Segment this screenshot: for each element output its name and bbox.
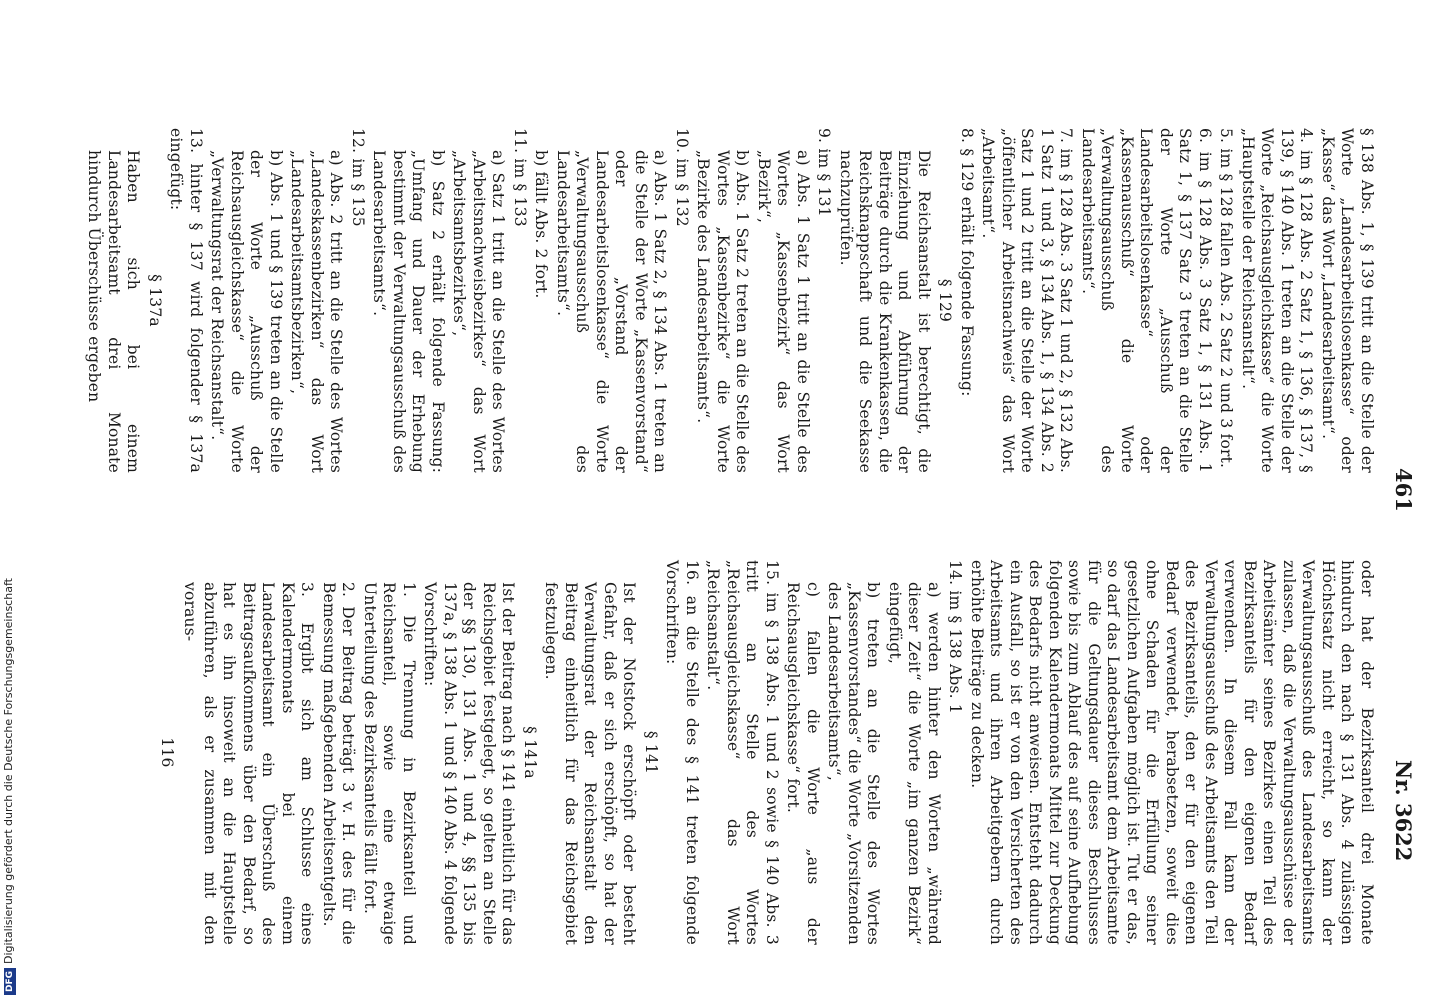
sheet-signature: 116 xyxy=(158,737,176,768)
list-item: 13. hinter § 137 wird folgender § 137a eingefügt: xyxy=(167,128,205,473)
list-item: 8. § 129 erhält folgende Fassung: xyxy=(958,128,976,397)
paragraph: Haben sich bei einem Landesarbeitsamt drei Monate hindurch Überschüsse ergeben xyxy=(85,150,143,473)
section-heading: § 129 xyxy=(936,278,955,323)
list-item: b) Satz 2 erhält folgende Fassung: „Umfang und Dauer der Erhebung bestimmt der Verwaltungsausschuß des Landesarbeitsamts“. xyxy=(370,150,447,473)
digitization-credit-bar xyxy=(0,0,20,1000)
list-item: 5. im § 128 fallen Abs. 2 Satz 2 und 3 fort. xyxy=(1217,128,1236,469)
list-item: a) Abs. 1 Satz 1 tritt an die Stelle des Wortes „Kassenbezirk“ das Wort „Bezirk“, xyxy=(755,150,812,473)
list-item: 9. im § 131 xyxy=(815,128,834,217)
right-column xyxy=(157,560,1377,945)
list-item: 4. im § 128 Abs. 2 Satz 1, § 136, § 137, § 139, § 140 Abs. 1 treten an die Stelle der Worte „Reichsausgleichskasse“ die Worte „Hauptstelle der Reichsanstalt“. xyxy=(1239,128,1316,473)
section-heading: § 137a xyxy=(146,274,164,327)
list-item: c) fallen die Worte „aus der Reichsausgleichskasse“ fort. xyxy=(784,582,822,945)
paragraph: § 138 Abs. 1, § 139 tritt an die Stelle der Worte „Landesarbeitslosenkasse“ oder „Kasse“ das Wort „Landesarbeitsamt“. xyxy=(1319,128,1376,473)
credit-text: Digitalisierung gefördert durch die Deutsche Forschungsgemeinschaft xyxy=(2,578,15,964)
list-item: 12. im § 135 xyxy=(349,128,367,227)
list-item: 15. im § 138 Abs. 1 und 2 sowie § 140 Abs. 3 tritt an Stelle des Wortes „Reichsausgleichskasse“ das Wort „Reichsanstalt“. xyxy=(704,560,781,945)
list-item: a) Abs. 1 Satz 2, § 134 Abs. 1 treten an die Stelle der Worte „Kassenvorstand“ oder „Vorstand der Landesarbeitslosenkasse“ die Worte „Verwaltungsausschuß des Landesarbeitsamts“. xyxy=(554,150,670,473)
list-item: a) Satz 1 tritt an die Stelle des Wortes „Arbeitsnachweisbezirkes“ das Wort „Arbeitsamtsbezirkes“, xyxy=(450,150,508,473)
list-item: 16. an die Stelle des § 141 treten folgende Vorschriften: xyxy=(663,560,701,945)
list-item: 11. im § 133 xyxy=(511,128,529,227)
list-item: 6. im § 128 Abs. 3 Satz 1, § 131 Abs. 1 Satz 1, § 137 Satz 3 treten an die Stelle der Worte „Ausschuß der Landesarbeitslosenkasse“ oder „Kassenausschuß“ die Worte „Verwaltungsausschuß des Landesarbeitsamts“. xyxy=(1079,128,1214,473)
page-number: 461 xyxy=(1391,468,1416,512)
paragraph: Ist der Beitrag nach § 141 einheitlich für das Reichsgebiet festgelegt, so gelten an Stelle der §§ 130, 131 Abs. 1 und 4, §§ 135 bis 137a, § 138 Abs. 1 und § 140 Abs. 4 folgende Vorschriften: xyxy=(421,582,518,945)
section-heading: § 141 xyxy=(642,730,660,775)
dfg-logo: DFG xyxy=(4,968,16,995)
list-item: b) Abs. 1 Satz 2 treten an die Stelle des Wortes „Kassenbezirke“ die Worte „Bezirke des Landesarbeitsamts“. xyxy=(694,150,752,473)
list-item: a) werden hinter den Worten „während dieser Zeit“ die Worte „im ganzen Bezirk“ eingefügt, xyxy=(886,582,943,945)
list-item: 14. im § 138 Abs. 1 xyxy=(946,560,965,714)
section-heading: § 141a xyxy=(521,726,539,779)
list-item: b) treten an die Stelle des Wortes „Kassenvorstandes“ die Worte „Vorsitzenden des Landesarbeitsamts“, xyxy=(825,582,883,945)
digitization-credit xyxy=(2,578,16,995)
list-item: b) fällt Abs. 2 fort. xyxy=(532,150,551,299)
issue-number: Nr. 3622 xyxy=(1391,760,1416,862)
list-item: b) Abs. 1 und § 139 treten an die Stelle der Worte „Ausschuß der Reichsausgleichskasse“ die Worte „Verwaltungsrat der Reichsanstalt“. xyxy=(208,150,285,473)
list-item: a) Abs. 2 tritt an die Stelle des Wortes „Landeskassenbezirken“ das Wort „Landesarbeitsamtsbezirken“, xyxy=(288,150,346,473)
paragraph: Die Reichsanstalt ist berechtigt, die Einziehung und Abführung der Beiträge durch die Krankenkassen, die Reichsknappschaft und die Seekasse nachzuprüfen. xyxy=(837,150,933,473)
list-item: 2. Der Beitrag beträgt 3 v. H. des für die Bemessung maßgebenden Arbeitsentgelts. xyxy=(320,582,358,945)
list-item: 3. Ergibt sich am Schlusse eines Kalendermonats bei einem Landesarbeitsamt ein Überschuß des Beitragsaufkommens über den Bedarf, so hat es ihn insoweit an die Hauptstelle abzuführen, als er zusammen mit den voraus- xyxy=(181,582,317,945)
paragraph: oder hat der Bezirksanteil drei Monate hindurch den nach § 131 Abs. 4 zulässigen Höchstsatz nicht erreicht, so kann der Verwaltungsausschuß des Landesarbeitsamts zulassen, daß die Verwaltungsausschüsse der Arbeitsämter seines Bezirkes einen Teil des Bezirksanteils für den eigenen Bedarf verwenden. In diesem Fall kann der Verwaltungsausschuß des Arbeitsamts den Teil des Bezirksanteils, den er für den eigenen Bedarf verwendet, herabsetzen, soweit dies ohne Schaden für die Erfüllung seiner gesetzlichen Aufgaben möglich ist. Tut er das, so darf das Landesarbeitsamt dem Arbeitsamte für die Geltungsdauer dieses Beschlusses sowie bis zum Ablauf des auf seine Aufhebung folgenden Kalendermonats Mittel zur Deckung des Bedarfs nicht anweisen. Entsteht dadurch ein Ausfall, so ist er von den Versicherten des Arbeitsamts und ihren Arbeitgebern durch erhöhte Beiträge zu decken. xyxy=(968,560,1376,945)
list-item: 7. im § 128 Abs. 3 Satz 1 und 2, § 132 Abs. 1 Satz 1 und 3, § 134 Abs. 1, § 134 Abs. 2 Satz 1 und 2 tritt an die Stelle der Worte „öffentlicher Arbeitsnachweis“ das Wort „Arbeitsamt“. xyxy=(979,128,1076,473)
paragraph: Ist der Notstock erschöpft oder besteht Gefahr, daß er sich erschöpft, so hat der Verwaltungsrat der Reichsanstalt den Beitrag einheitlich für das Reichsgebiet festzulegen. xyxy=(542,582,639,945)
left-column xyxy=(82,128,1376,473)
list-item: 1. Die Trennung in Bezirksanteil und Reichsanteil, sowie eine etwaige Unterteilung des Bezirksanteils fällt fort. xyxy=(361,582,418,945)
list-item: 10. im § 132 xyxy=(673,128,691,227)
